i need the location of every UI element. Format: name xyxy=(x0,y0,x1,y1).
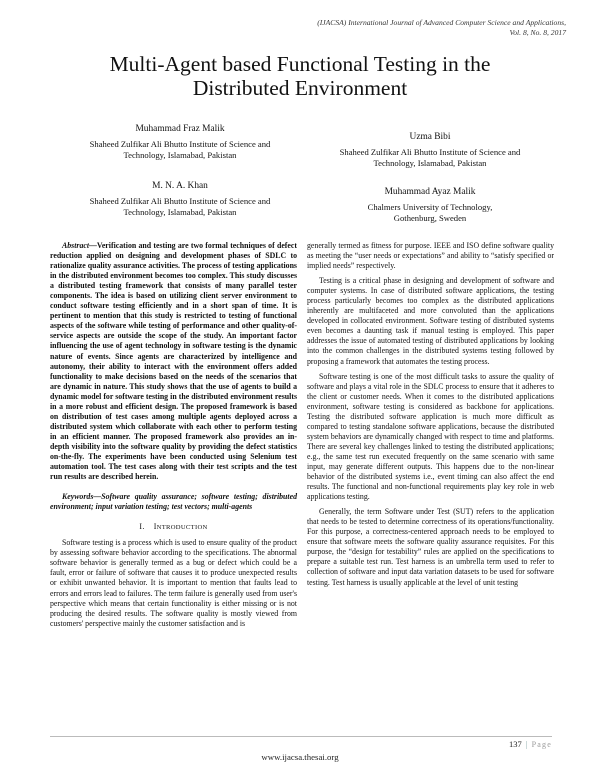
body-paragraph: Software testing is one of the most difficult tasks to assure the quality of software and plays a vital role in the SDLC process to ensure that it adheres to the client or customer needs. When it comes to the distributed applications environment, software testing is considered as backbone for applications. Testing the distributed software application is much more difficult as compared to testing standalone software applications, because the distributed system behaviors are dynamically changed with respect to time and platforms. There are several key challenges linked to testing the distributed applications; e.g., the same test run executed frequently on the same scenario with same input, may generate different outputs. This happens due to the non-linear behavior of the distributed systems i.e., event timing can also affect the end results. The functional and non-functional requirements play key role in web applications testing. xyxy=(307,371,554,502)
footer-url[interactable]: www.ijacsa.thesai.org xyxy=(261,752,339,762)
author-affiliation: Gothenburg, Sweden xyxy=(393,213,467,223)
section-initial: I xyxy=(153,522,157,532)
title-line-1: Multi-Agent based Functional Testing in the xyxy=(109,52,491,76)
author-1 xyxy=(60,124,300,161)
author-name: Muhammad Ayaz Malik xyxy=(384,187,476,197)
body-paragraph: Generally, the term Software under Test (SUT) refers to the application that needs to be tested to determine correctness of its operations/functionality. For this purpose, a correctness-centered approach needs to be employed to ensure that software meets the software quality assurance requisites. For this purpose, the “design for testability” rules are applied on the specifications to prepare a suitable test run. Test harness is an umbrella term used to refer to collection of software and input data variation datasets to be used for software testing. Test harness is usually applicable at the level of unit testing xyxy=(307,507,554,587)
author-name: Uzma Bibi xyxy=(409,132,451,142)
author-3 xyxy=(310,132,550,169)
paper-title xyxy=(60,52,540,100)
section-title: NTRODUCTION xyxy=(156,524,208,532)
page-number xyxy=(509,739,552,749)
abstract-lead: Abstract xyxy=(62,241,90,250)
author-affiliation: Shaheed Zulfikar Ali Bhutto Institute of Science and xyxy=(339,147,521,157)
page-label: Page xyxy=(531,740,552,749)
intro-paragraph: Software testing is a process which is used to ensure quality of the product by assessing software behavior according to the specifications. The abnormal software behavior is generally termed as a bug or defect which could be a fault, error or failure of software that causes it to produce unexpected results or exhibit unwanted behavior. It is important to mention that faults lead to errors and errors lead to failures. The term failure is generally used from user's perspective which means that certain functionality is either missing or is not producing the desired results. The software quality is mostly viewed from customers' perspective mainly the customer satisfaction and is xyxy=(50,538,297,628)
page-number-value: 137 xyxy=(508,739,522,749)
author-2 xyxy=(60,181,300,218)
section-heading-introduction xyxy=(50,522,297,533)
section-numeral: I. xyxy=(139,522,145,532)
journal-volume: Vol. 8, No. 8, 2017 xyxy=(509,28,566,37)
author-affiliation: Shaheed Zulfikar Ali Bhutto Institute of Science and xyxy=(89,196,271,206)
author-name: Muhammad Fraz Malik xyxy=(135,124,225,134)
abstract-text: —Verification and testing are two formal techniques of defect reduction applied on designing and development phases of SDLC to rationalize quality assurance activities. The process of testing applications in the distributed environment becomes too complex. This study discusses a distributed testing framework that consists of many parallel tester components. The idea is based on utilizing client server environment to conduct software testing efficiently and in a short span of time. It is pertinent to mention that this study is restricted to testing of functional aspects of the software while testing of performance and other quality-of-service aspects are outside the scope of the study. An important factor influencing the use of agent technology in software testing is the dynamic nature of events. Since agents are characterized by intelligence and autonomy, their ability to interact with the environment offers added functionality to make decisions based on the needs of the scenarios that are dynamic in nature. This study shows that the use of agents to build a dynamic model for software testing in the distributed environment results in a more robust and efficient design. The proposed framework is based on distribution of test cases among multiple agents deployed across a distributed system which collaborate with each other to perform testing in an efficient manner. The proposed framework also provides an in-depth visibility into the software quality by providing the defect statistics on-the-fly. The experiments have been conducted using Selenium test automation tool. The test cases along with their test scripts and the test run results are described herein. xyxy=(50,241,297,482)
author-4 xyxy=(310,187,550,224)
title-line-2: Distributed Environment xyxy=(192,76,408,100)
keywords: Keywords—Software quality assurance; software testing; distributed environment; input variation testing; test vectors; multi-agents xyxy=(50,492,297,512)
author-affiliation: Technology, Islamabad, Pakistan xyxy=(123,207,237,217)
footer-divider xyxy=(50,736,552,737)
author-affiliation: Technology, Islamabad, Pakistan xyxy=(373,158,487,168)
page-separator: | xyxy=(525,739,528,749)
journal-header xyxy=(146,18,566,38)
author-affiliation: Chalmers University of Technology, xyxy=(367,202,493,212)
author-affiliation: Shaheed Zulfikar Ali Bhutto Institute of Science and xyxy=(89,139,271,149)
journal-name: (IJACSA) International Journal of Advanced Computer Science and Applications, xyxy=(317,18,566,27)
left-column xyxy=(50,241,297,634)
body-paragraph: Testing is a critical phase in designing and development of software and computer systems. In case of distributed software applications, the testing process particularly becomes too complex as the distributed applications inherently are multifaceted and more convoluted than the applications developed in collocated environment. Software testing of distributed systems even becomes a daunting task if manual testing is employed. This paper addresses the issue of automated testing of distributed applications by looking into the common challenges in the distributed systems testing followed by proposing a framework that automates the testing process. xyxy=(307,276,554,366)
abstract xyxy=(50,241,297,482)
right-column xyxy=(307,241,554,593)
author-affiliation: Technology, Islamabad, Pakistan xyxy=(123,150,237,160)
body-paragraph: generally termed as fitness for purpose. IEEE and ISO define software quality as meeting the “user needs or expectations” and ability to “satisfy specified or implied needs” respectively. xyxy=(307,241,554,271)
author-name: M. N. A. Khan xyxy=(152,181,208,191)
